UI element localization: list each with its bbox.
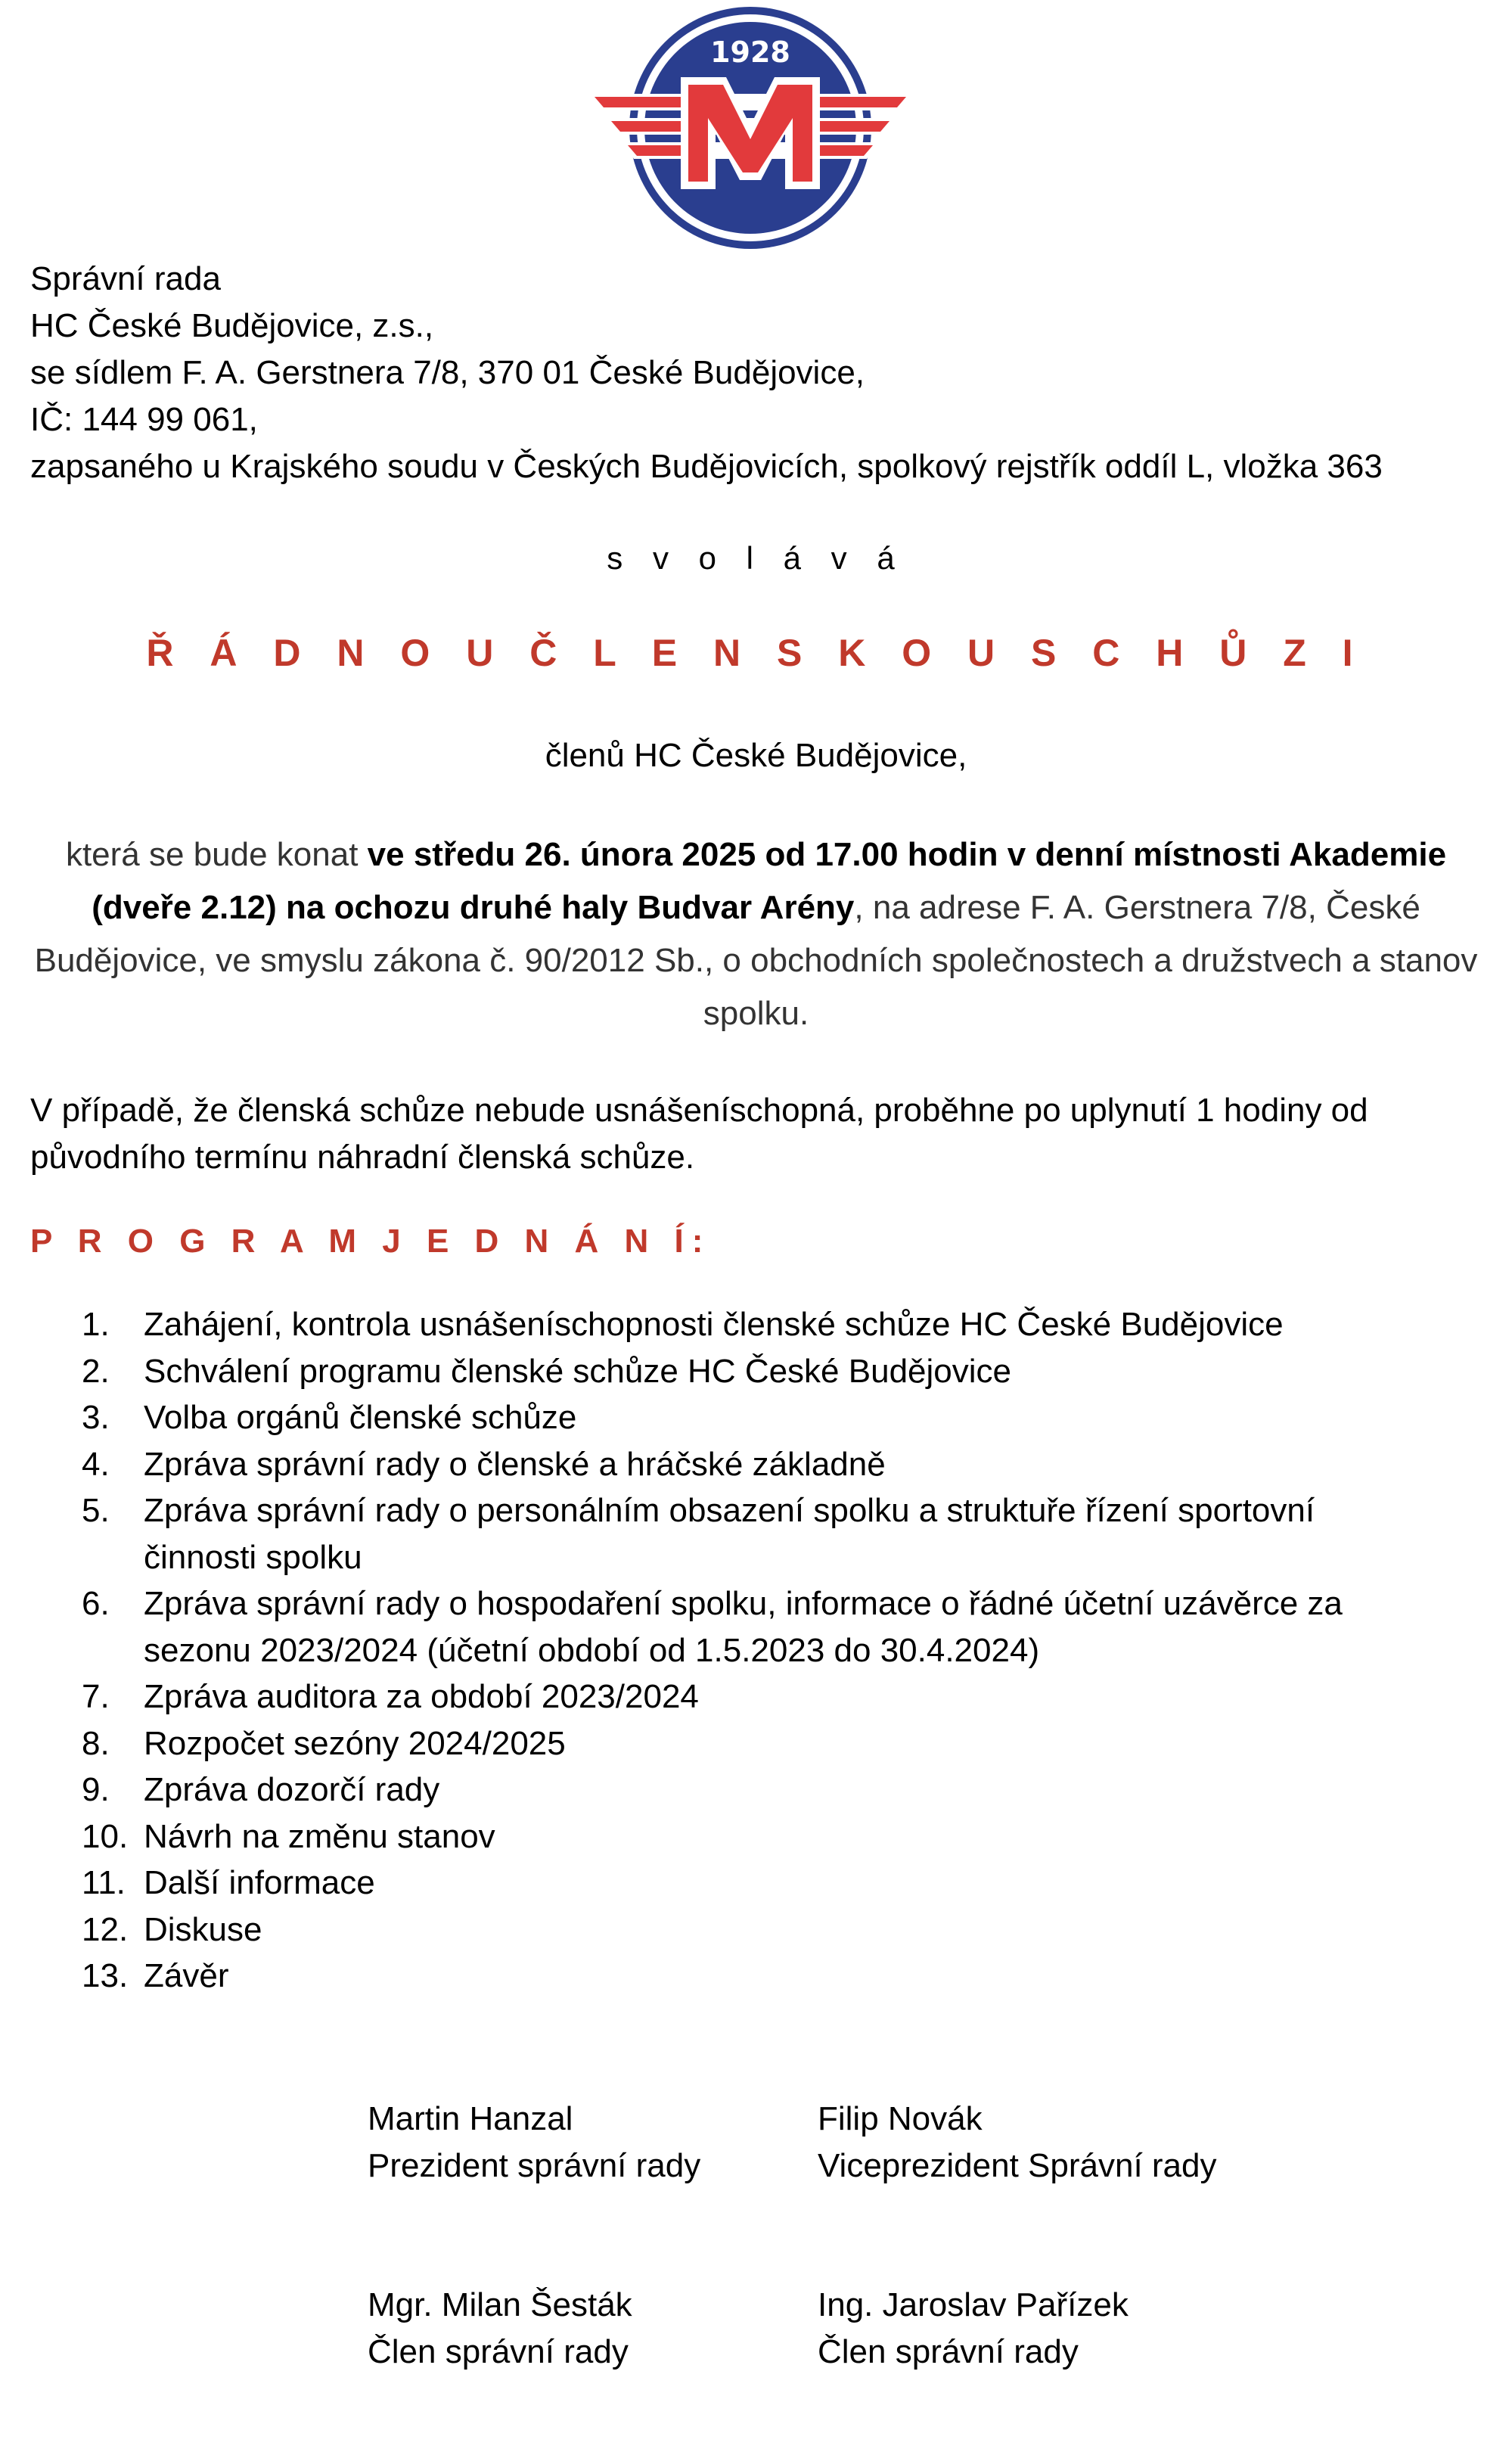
agenda-list [82,1301,1428,2000]
agenda-number: 4. [82,1445,110,1483]
agenda-number: 13. [82,1957,129,1994]
agenda-text: Zpráva dozorčí rady [144,1771,440,1808]
signatory-role: Člen správní rady [818,2333,1079,2370]
list-item [82,1301,1428,1348]
signatory-role: Prezident správní rady [368,2147,701,2184]
list-item [82,1813,1428,1860]
agenda-text: Rozpočet sezóny 2024/2025 [144,1724,566,1762]
signatory-name: Ing. Jaroslav Pařízek [818,2286,1129,2323]
agenda-number: 3. [82,1399,110,1436]
signature-block [818,2096,1216,2189]
agenda-text: Zpráva správní rady o členské a hráčské základně [144,1445,886,1483]
agenda-text: Zpráva správní rady o hospodaření spolku, informace o řádné účetní uzávěrce za sezonu 2023/2024 (účetní období od 1.5.2023 do 30.4.2024) [144,1585,1343,1669]
agenda-text: Volba orgánů členské schůze [144,1399,577,1436]
agenda-number: 2. [82,1352,110,1390]
agenda-number: 8. [82,1724,110,1762]
meeting-title: Ř Á D N O U Č L E N S K O U S C H Ů Z I [146,632,1366,674]
sender-line: zapsaného u Krajského soudu v Českých Budějovicích, spolkový rejstřík oddíl L, vložka 363 [30,448,1383,485]
agenda-number: 9. [82,1771,110,1808]
list-item [82,1767,1428,1813]
agenda-text: Schválení programu členské schůze HC České Budějovice [144,1352,1012,1390]
sender-block [30,256,1383,490]
signature-block [818,2282,1129,2376]
list-item [82,1348,1428,1395]
members-subtitle: členů HC České Budějovice, [545,737,967,774]
list-item [82,1441,1428,1488]
agenda-number: 1. [82,1306,110,1343]
agenda-number: 7. [82,1678,110,1715]
signatory-name: Martin Hanzal [368,2100,573,2137]
list-item [82,1953,1428,2000]
hc-ceske-budejovice-logo [590,5,911,251]
invitation-date-place: ve středu 26. února 2025 od 17.00 hodin v denní místnosti Akademie (dveře 2.12) na ochozu druhé haly Budvar Arény [92,836,1447,926]
list-item [82,1720,1428,1767]
convenes-text: s v o l á v á [607,540,905,576]
list-item [82,1487,1428,1580]
agenda-text: Zpráva auditora za období 2023/2024 [144,1678,699,1715]
program-heading: P R O G R A M J E D N Á N Í: [30,1223,712,1260]
agenda-text: Závěr [144,1957,229,1994]
agenda-number: 10. [82,1817,129,1855]
sender-line: HC České Budějovice, z.s., [30,307,434,344]
signatory-role: Viceprezident Správní rady [818,2147,1217,2184]
invitation-paragraph [30,828,1482,1040]
invitation-post: , na adrese F. A. Gerstnera 7/8, České Budějovice, ve smyslu zákona č. 90/2012 Sb., o obchodních společnostech a družstvech a stanov spolku. [34,889,1478,1032]
sender-line: se sídlem F. A. Gerstnera 7/8, 370 01 České Budějovice, [30,354,865,391]
signature-block [368,2096,700,2189]
signatory-role: Člen správní rady [368,2333,629,2370]
sender-line: IČ: 144 99 061, [30,401,258,438]
sender-line: Správní rada [30,260,221,297]
list-item [82,1860,1428,1907]
list-item [82,1580,1428,1674]
quorum-note: V případě, že členská schůze nebude usnášeníschopná, proběhne po uplynutí 1 hodiny od původního termínu náhradní členská schůze. [30,1092,1368,1176]
agenda-text: Diskuse [144,1910,262,1948]
list-item [82,1907,1428,1953]
invitation-pre: která se bude konat [65,836,368,873]
agenda-text: Další informace [144,1864,375,1901]
signatory-name: Mgr. Milan Šesták [368,2286,632,2323]
list-item [82,1674,1428,1720]
agenda-number: 11. [82,1864,126,1901]
signatory-name: Filip Novák [818,2100,983,2137]
agenda-text: Návrh na změnu stanov [144,1817,495,1855]
agenda-number: 12. [82,1910,129,1948]
list-item [82,1394,1428,1441]
logo-year: 1928 [710,36,790,69]
agenda-number: 6. [82,1585,110,1622]
signature-block [368,2282,632,2376]
agenda-text: Zahájení, kontrola usnášeníschopnosti členské schůze HC České Budějovice [144,1306,1284,1343]
agenda-text: Zpráva správní rady o personálním obsazení spolku a struktuře řízení sportovní činnosti spolku [144,1492,1315,1576]
agenda-number: 5. [82,1492,110,1529]
